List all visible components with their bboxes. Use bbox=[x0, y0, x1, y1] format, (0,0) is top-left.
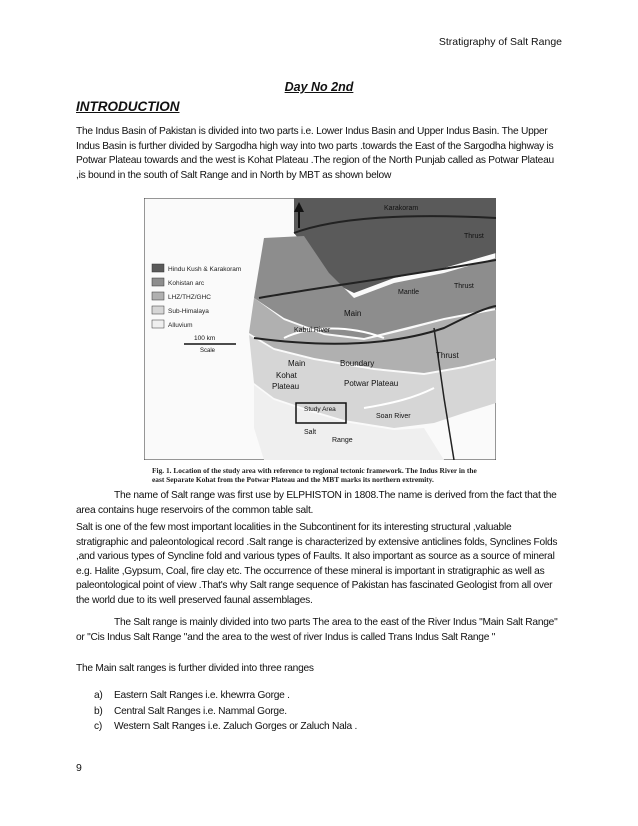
running-header: Stratigraphy of Salt Range bbox=[438, 36, 562, 48]
label-main-lower: Main bbox=[288, 359, 306, 368]
figure-caption: Fig. 1. Location of the study area with reference to regional tectonic framework. The Indus River in the east Separate Kohat from the Potwar Plateau and the MBT marks its northern extremity. bbox=[152, 466, 477, 484]
label-thrust-right: Thrust bbox=[436, 351, 459, 360]
list-item bbox=[94, 719, 357, 735]
page-number: 9 bbox=[76, 762, 82, 774]
label-kabul-river: Kabul River bbox=[294, 327, 331, 334]
label-potwar-plateau: Potwar Plateau bbox=[344, 379, 399, 388]
label-thrust-mid: Thrust bbox=[454, 283, 474, 290]
label-main-upper: Main bbox=[344, 309, 362, 318]
three-ranges-paragraph: The Main salt ranges is further divided into three ranges bbox=[76, 663, 314, 674]
legend-label-4: Sub-Himalaya bbox=[168, 308, 209, 315]
legend-label-1: Hindu Kush & Karakoram bbox=[168, 266, 242, 273]
label-soan-river: Soan River bbox=[376, 413, 411, 420]
label-boundary: Boundary bbox=[340, 359, 375, 368]
ranges-list bbox=[94, 688, 357, 735]
list-item bbox=[94, 704, 357, 720]
day-title: Day No 2nd bbox=[284, 80, 354, 94]
list-item-label: c) bbox=[94, 721, 102, 732]
legend-label-2: Kohistan arc bbox=[168, 280, 205, 287]
tectonic-map bbox=[144, 198, 496, 460]
tectonic-map-figure bbox=[144, 198, 496, 484]
section-title: INTRODUCTION bbox=[76, 99, 180, 114]
list-item-text: Central Salt Ranges i.e. Nammal Gorge. bbox=[114, 705, 287, 717]
label-range: Range bbox=[332, 437, 353, 444]
list-item-text: Western Salt Ranges i.e. Zaluch Gorges or Zaluch Nala . bbox=[114, 721, 358, 732]
list-item-label: a) bbox=[94, 690, 103, 701]
list-item-label: b) bbox=[94, 705, 103, 717]
salt-range-name-paragraph bbox=[76, 489, 562, 518]
label-kohat: Kohat bbox=[276, 371, 297, 380]
legend-label-5: Alluvium bbox=[168, 322, 193, 329]
label-study-area: Study Area bbox=[304, 406, 336, 413]
list-item bbox=[94, 688, 357, 704]
label-plateau: Plateau bbox=[272, 382, 300, 391]
label-mantle: Mantle bbox=[398, 289, 420, 296]
scale-sub-label: Scale bbox=[200, 348, 216, 354]
salt-range-name-text: The name of Salt range was first use by ELPHISTON in 1808.The name is derived from the fact that the area contains huge reservoirs of the common table salt. bbox=[76, 490, 557, 516]
label-thrust-top: Thrust bbox=[464, 233, 484, 240]
intro-paragraph: The Indus Basin of Pakistan is divided into two parts i.e. Lower Indus Basin and Upper Indus Basin. The Upper Indus Basin is further divided by Sargodha high way into two parts .towards the East of the Sargodha highway is Potwar Plateau towards and the west is Kohat Plateau .The region of the North Punjab called as Potwar Plateau ,is bound in the south of Salt Range and in North by MBT as shown below bbox=[76, 126, 554, 181]
label-karakoram: Karakoram bbox=[384, 205, 419, 212]
two-parts-paragraph bbox=[76, 616, 562, 645]
legend-label-3: LHZ/THZ/GHC bbox=[168, 294, 211, 301]
label-salt: Salt bbox=[304, 429, 317, 436]
list-item-text: Eastern Salt Ranges i.e. khewrra Gorge . bbox=[114, 690, 290, 701]
localities-paragraph: Salt is one of the few most important localities in the Subcontinent for its interesting structural ,valuable stratigraphic and paleontological record .Salt range is characterized by extensive anticlines folds, Synclines Folds ,and various types of Syncline fold and various types of Faults. It also important as source as a source of mineral e.g. Halite ,Gypsum, Coal, fire clay etc. The occurrence of these mineral is important in stratigraphic as well as paleontological point of view .That's why Salt range sequence of Pakistan has fascinated Geologist from all over the world due to its well preserved faunal assemblages. bbox=[76, 522, 558, 606]
scale-label: 100 km bbox=[194, 335, 216, 342]
two-parts-text: The Salt range is mainly divided into two parts The area to the east of the River Indus "Main Salt Range" or "Cis Indus Salt Range "and the area to the west of river Indus is called Trans Indus Salt Range " bbox=[76, 617, 558, 643]
